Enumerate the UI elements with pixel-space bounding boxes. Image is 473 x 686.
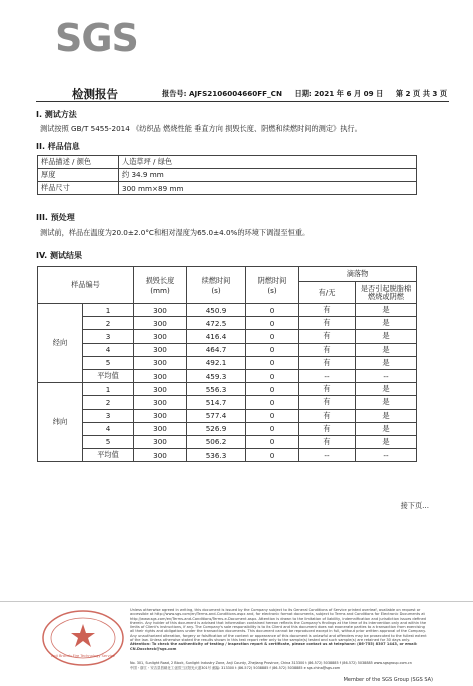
sgs-logo — [55, 18, 141, 58]
section-precond-title: III. 预处理 — [36, 213, 75, 222]
table-row — [38, 449, 417, 462]
damage-cell: 300 — [134, 449, 187, 462]
damage-cell: 300 — [134, 435, 187, 448]
results-header-row — [38, 267, 417, 282]
afterglow-cell: 0 — [246, 396, 299, 409]
afterglow-cell: 0 — [246, 409, 299, 422]
sample-info-key: 样品尺寸 — [38, 182, 119, 195]
ignite-cell: 是 — [356, 383, 417, 396]
report-number: 报告号: AJFS2106004660FF_CN — [162, 89, 282, 98]
afterglow-cell: 0 — [246, 356, 299, 369]
afterflame-cell: 506.2 — [187, 435, 246, 448]
ignite-cell: 是 — [356, 343, 417, 356]
damage-cell: 300 — [134, 356, 187, 369]
header-drip: 滴落物 — [299, 267, 417, 282]
table-row — [38, 422, 417, 435]
report-title: 检测报告 — [72, 87, 118, 101]
damage-cell: 300 — [134, 369, 187, 382]
drip-cell: 有 — [299, 304, 356, 317]
ignite-cell: -- — [356, 449, 417, 462]
page-number: 第 2 页 共 3 页 — [395, 89, 448, 98]
section-sample-title: II. 样品信息 — [36, 142, 80, 151]
sample-no-cell: 5 — [83, 356, 134, 369]
sample-no-cell: 5 — [83, 435, 134, 448]
sample-info-row — [38, 156, 417, 169]
footer-disclaimer — [130, 608, 430, 651]
afterglow-cell: 0 — [246, 343, 299, 356]
sample-no-cell: 2 — [83, 317, 134, 330]
drip-cell: 有 — [299, 343, 356, 356]
ignite-cell: 是 — [356, 435, 417, 448]
drip-cell: 有 — [299, 435, 356, 448]
footer-address — [130, 661, 430, 671]
afterglow-cell: 0 — [246, 304, 299, 317]
damage-cell: 300 — [134, 422, 187, 435]
header-drip-yn: 有/无 — [299, 282, 356, 304]
sample-no-cell: 4 — [83, 343, 134, 356]
ignite-cell: 是 — [356, 304, 417, 317]
header-drip-ignite: 是否引起脱脂棉燃烧或阴燃 — [356, 282, 417, 304]
sample-info-value: 约 34.9 mm — [119, 169, 417, 182]
drip-cell: 有 — [299, 317, 356, 330]
results-table — [37, 266, 417, 462]
section-precond-text: 测试前，样品在温度为20.0±2.0°C和相对湿度为65.0±4.0%的环境下调湿至恒重。 — [40, 228, 310, 237]
header-afterglow-time: 阴燃时间 (s) — [246, 267, 299, 304]
table-row — [38, 435, 417, 448]
damage-cell: 300 — [134, 317, 187, 330]
ignite-cell: 是 — [356, 330, 417, 343]
table-row — [38, 317, 417, 330]
afterflame-cell: 459.3 — [187, 369, 246, 382]
afterflame-cell: 416.4 — [187, 330, 246, 343]
report-meta — [162, 89, 457, 99]
continued-note: 接下页... — [400, 501, 429, 510]
ignite-cell: 是 — [356, 356, 417, 369]
drip-cell: 有 — [299, 356, 356, 369]
sample-no-cell: 1 — [83, 383, 134, 396]
afterflame-cell: 472.5 — [187, 317, 246, 330]
drip-cell: 有 — [299, 409, 356, 422]
sample-info-row — [38, 169, 417, 182]
sample-no-cell: 2 — [83, 396, 134, 409]
sample-info-value: 300 mm×89 mm — [119, 182, 417, 195]
address-en: No. 301, Sunlight Road, 2 Block, Sunlight Industry Zone, Anji County, Zhejiang Province, China 313300 t (86-572) 5038885 f (86-572) 5038885 www.sgsgroup.com.cn — [130, 661, 412, 665]
address-cn: 中国・浙江・安吉县昌硕北工业园三区阳光大道301号 邮编: 313300 t (86-572) 5038885 f (86-572) 5038885 e sgs.china@sgs.com — [130, 666, 341, 670]
member-line: Member of the SGS Group (SGS SA) — [343, 677, 433, 683]
official-stamp — [40, 608, 126, 668]
disclaimer-text: Unless otherwise agreed in writing, this document is issued by the Company subject to its General Conditions of Service printed overleaf, available on request or accessible at http://www.sgs.com/en/Terms-and-Conditions.aspx and, for electronic format documents, subject to Terms and Conditions for Electronic Documents at http://www.sgs.com/en/Terms-and-Conditions/Terms-e-Document.aspx. Attention is drawn to the limitation of liability, indemnification and jurisdiction issues defined therein. Any holder of this document is advised that information contained hereon reflects the Company's findings at the time of its intervention only and within the limits of Client's instructions, if any. The Company's sole responsibility is to its Client and this document does not exonerate parties to a transaction from exercising all their rights and obligations under the transaction documents. This document cannot be reproduced except in full, without prior written approval of the Company. Any unauthorized alteration, forgery or falsification of the content or appearance of this document is unlawful and offenders may be prosecuted to the fullest extent of the law. Unless otherwise stated the results shown in this test report refer only to the sample(s) tested and such sample(s) are retained for 30 days only. — [130, 608, 427, 643]
afterflame-cell: 464.7 — [187, 343, 246, 356]
afterglow-cell: 0 — [246, 369, 299, 382]
table-row — [38, 356, 417, 369]
damage-cell: 300 — [134, 330, 187, 343]
sample-no-cell: 3 — [83, 409, 134, 422]
afterglow-cell: 0 — [246, 330, 299, 343]
svg-text:Anji Branch Fire Technology Se: Anji Branch Fire Technology Service — [51, 654, 115, 658]
stamp-seal-icon — [40, 608, 126, 668]
drip-cell: 有 — [299, 383, 356, 396]
afterglow-cell: 0 — [246, 449, 299, 462]
drip-cell: 有 — [299, 422, 356, 435]
drip-cell: 有 — [299, 396, 356, 409]
drip-cell: -- — [299, 449, 356, 462]
afterflame-cell: 492.1 — [187, 356, 246, 369]
section-method-title: I. 测试方法 — [36, 110, 77, 119]
header-damage-length: 损毁长度 (mm) — [134, 267, 187, 304]
damage-cell: 300 — [134, 383, 187, 396]
footer-rule — [0, 601, 473, 602]
header-sample-no: 样品编号 — [38, 267, 134, 304]
ignite-cell: 是 — [356, 396, 417, 409]
sample-info-table — [37, 155, 417, 195]
afterflame-cell: 450.9 — [187, 304, 246, 317]
sample-no-cell: 1 — [83, 304, 134, 317]
table-row — [38, 409, 417, 422]
header-afterflame-time: 续燃时间 (s) — [187, 267, 246, 304]
afterglow-cell: 0 — [246, 435, 299, 448]
damage-cell: 300 — [134, 304, 187, 317]
sgs-logo-text: SGS — [55, 16, 138, 60]
sample-no-cell: 平均值 — [83, 369, 134, 382]
table-row — [38, 396, 417, 409]
damage-cell: 300 — [134, 409, 187, 422]
attention-text: Attention: To check the authenticity of testing / inspection report & certificate, please contact us at telephone: (86-755) 8307 1443, or email: CN.Doccheck@sgs.com — [130, 642, 418, 651]
afterglow-cell: 0 — [246, 317, 299, 330]
sample-info-row — [38, 182, 417, 195]
ignite-cell: 是 — [356, 409, 417, 422]
table-row — [38, 369, 417, 382]
sample-info-key: 样品描述 / 颜色 — [38, 156, 119, 169]
afterflame-cell: 526.9 — [187, 422, 246, 435]
sample-info-key: 厚度 — [38, 169, 119, 182]
table-row — [38, 330, 417, 343]
section-method-text: 测试按照 GB/T 5455-2014 《纺织品 燃烧性能 垂直方向 损毁长度、阴燃和续燃时间的测定》执行。 — [40, 124, 362, 133]
drip-cell: 有 — [299, 330, 356, 343]
ignite-cell: 是 — [356, 422, 417, 435]
sample-info-value: 人造草坪 / 绿色 — [119, 156, 417, 169]
report-date: 日期: 2021 年 6 月 09 日 — [294, 89, 384, 98]
section-results-title: IV. 测试结果 — [36, 251, 82, 260]
afterflame-cell: 556.3 — [187, 383, 246, 396]
group-label: 纬向 — [38, 383, 83, 462]
sample-no-cell: 平均值 — [83, 449, 134, 462]
table-row — [38, 383, 417, 396]
sample-no-cell: 4 — [83, 422, 134, 435]
damage-cell: 300 — [134, 396, 187, 409]
afterglow-cell: 0 — [246, 383, 299, 396]
ignite-cell: 是 — [356, 317, 417, 330]
damage-cell: 300 — [134, 343, 187, 356]
header-rule — [36, 101, 449, 102]
ignite-cell: -- — [356, 369, 417, 382]
afterflame-cell: 577.4 — [187, 409, 246, 422]
group-label: 经向 — [38, 304, 83, 383]
results-body — [38, 304, 417, 462]
afterglow-cell: 0 — [246, 422, 299, 435]
drip-cell: -- — [299, 369, 356, 382]
table-row — [38, 304, 417, 317]
afterflame-cell: 514.7 — [187, 396, 246, 409]
table-row — [38, 343, 417, 356]
afterflame-cell: 536.3 — [187, 449, 246, 462]
sample-no-cell: 3 — [83, 330, 134, 343]
